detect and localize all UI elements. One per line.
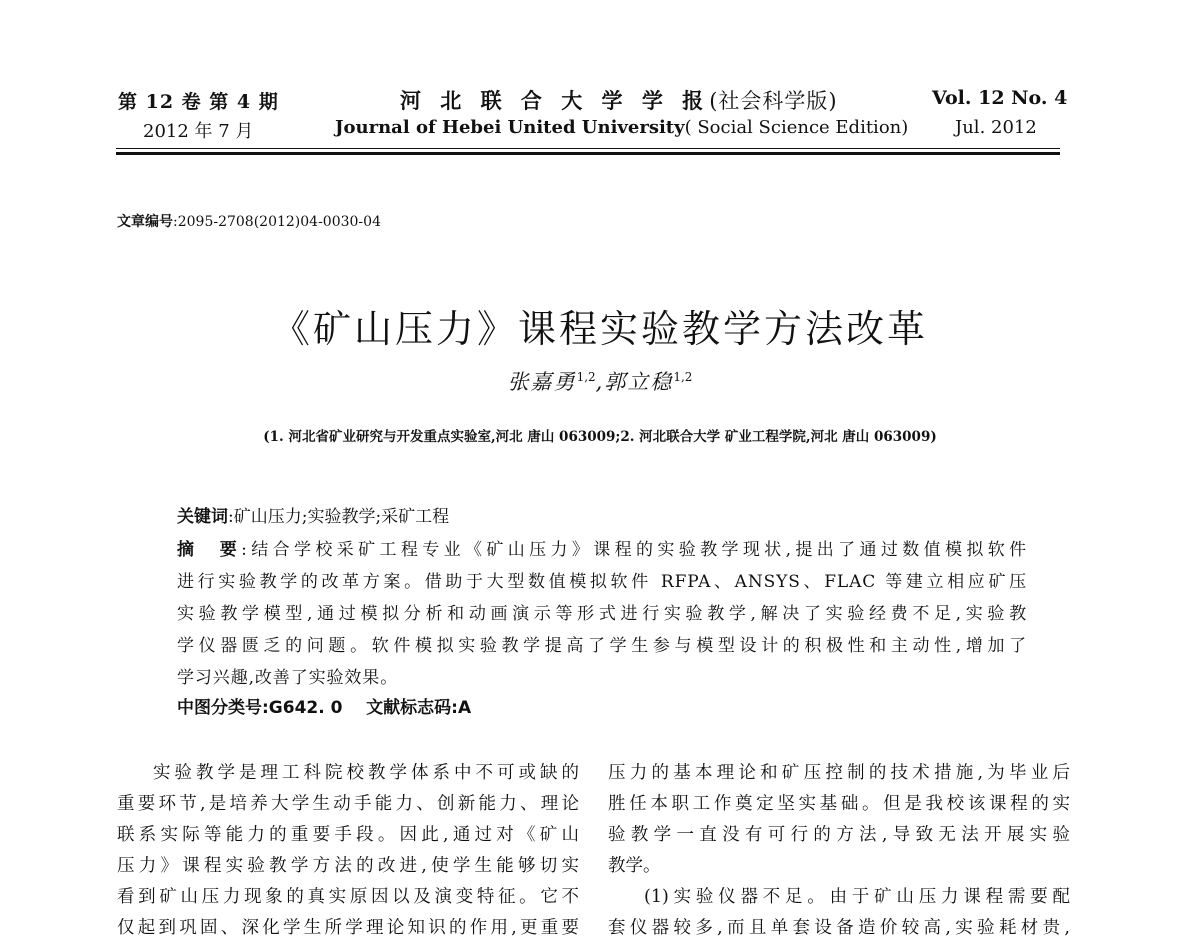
body-line: 重要环节,是培养大学生动手能力、创新能力、理论 (117, 794, 579, 814)
author-separator: , (595, 370, 605, 394)
body-line: 看到矿山压力现象的真实原因以及演变特征。它不 (117, 887, 579, 907)
body-line: 教学。 (608, 856, 661, 876)
abstract-line: 学习兴趣,改善了实验效果。 (177, 668, 399, 688)
abstract-line: 进行实验教学的改革方案。借助于大型数值模拟软件 RFPA、ANSYS、FLAC 等建立相应矿压 (177, 572, 1027, 592)
body-column-right (608, 758, 1070, 944)
body-line: 实验教学是理工科院校教学体系中不可或缺的 (153, 763, 579, 783)
body-line: 胜任本职工作奠定坚实基础。但是我校该课程的实 (608, 794, 1070, 814)
header-date-en: Jul. 2012 (955, 117, 1037, 138)
body-line: (1)实验仪器不足。由于矿山压力课程需要配 (644, 887, 1070, 907)
author-name: 郭立稳 (604, 370, 674, 394)
body-line: 压力的基本理论和矿压控制的技术措施,为毕业后 (608, 763, 1070, 783)
header-journal-cn-edition: (社会科学版) (709, 89, 838, 113)
author-name: 张嘉勇 (507, 370, 577, 394)
abstract-line: 学仪器匮乏的问题。软件模拟实验教学提高了学生参与模型设计的积极性和主动性,增加了 (177, 636, 1027, 656)
header-journal-cn (400, 85, 838, 115)
doc-code-value: :A (451, 698, 472, 718)
header-date: 2012 年 7 月 (143, 121, 254, 142)
body-line: 仅起到巩固、深化学生所学理论知识的作用,更重要 (117, 918, 579, 938)
keywords-value: :矿山压力;实验教学;采矿工程 (228, 507, 450, 527)
clc-label: 中图分类号 (177, 698, 262, 718)
header-rule-thin (116, 148, 1060, 149)
header-journal-cn-name: 河 北 联 合 大 学 学 报 (400, 88, 710, 113)
keywords-label: 关键词 (177, 507, 228, 527)
authors (0, 366, 1200, 396)
body-line: 验教学一直没有可行的方法,导致无法开展实验 (608, 825, 1070, 845)
body-line: 联系实际等能力的重要手段。因此,通过对《矿山 (117, 825, 579, 845)
doc-code-label: 文献标志码 (366, 698, 452, 718)
body-line: 套仪器较多,而且单套设备造价较高,实验耗材贵, (608, 918, 1070, 938)
abstract (177, 534, 1027, 694)
abstract-line (177, 534, 1027, 566)
keywords (177, 502, 449, 527)
header-rule-thick (116, 152, 1060, 155)
affiliations: (1. 河北省矿业研究与开发重点实验室,河北 唐山 063009;2. 河北联合大学 矿业工程学院,河北 唐山 063009) (263, 429, 937, 445)
header-journal-en-name: Journal of Hebei United University (335, 117, 685, 138)
clc-value: :G642. 0 (262, 698, 343, 718)
header-vol-no-en: Vol. 12 No. 4 (932, 87, 1068, 109)
body-line: 压力》课程实验教学方法的改进,使学生能够切实 (117, 856, 579, 876)
abstract-label: 摘 要 (177, 540, 242, 560)
body-column-left (117, 758, 579, 944)
header-volume-issue: 第 12 卷 第 4 期 (118, 91, 279, 113)
abstract-text: :结合学校采矿工程专业《矿山压力》课程的实验教学现状,提出了通过数值模拟软件 (241, 540, 1027, 560)
article-number-label: 文章编号 (117, 214, 173, 230)
classification (177, 693, 471, 718)
author-affiliation-mark: 1,2 (673, 370, 693, 384)
abstract-line: 实验教学模型,通过模拟分析和动画演示等形式进行实验教学,解决了实验经费不足,实验教 (177, 604, 1028, 624)
article-number (117, 211, 381, 231)
article-number-value: :2095-2708(2012)04-0030-04 (173, 214, 381, 230)
article-title: 《矿山压力》课程实验教学方法改革 (271, 307, 928, 351)
header-journal-en-edition: ( Social Science Edition) (684, 117, 909, 138)
author-affiliation-mark: 1,2 (576, 370, 596, 384)
header-journal-en (335, 117, 908, 138)
